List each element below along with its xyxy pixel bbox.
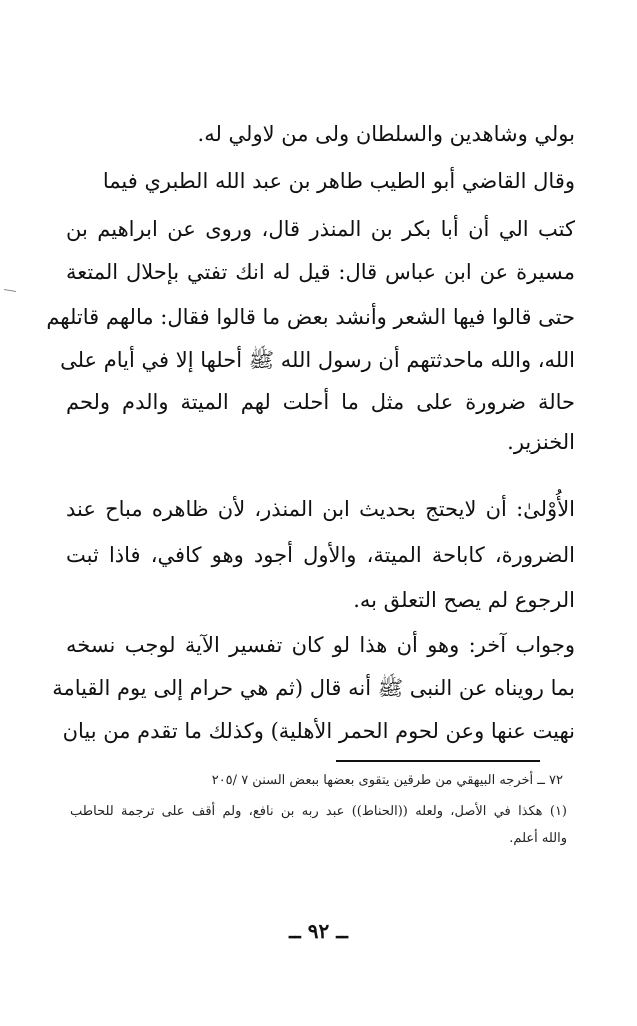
text-line-4: مسيرة عن ابن عباس قال: قيل له انك تفتي بإحلال المتعة [66, 260, 575, 284]
footnote-1: (١) هكذا في الأصل، ولعله ((الحناط)) عبد ربه بن نافع، ولم أقف على ترجمة للحاطب [70, 804, 567, 819]
text-line-11: الرجوع لم يصح التعلق به. [353, 588, 575, 612]
text-line-6: الله، والله ماحدثتهم أن رسول الله ﷺ أحلها إلا في أيام على [60, 348, 575, 372]
text-line-7: حالة ضرورة على مثل ما أحلت لهم الميتة والدم ولحم [66, 390, 575, 414]
text-line-12: وجواب آخر: وهو أن هذا لو كان تفسير الآية لوجب نسخه [66, 633, 575, 657]
footnote-separator [336, 760, 540, 762]
text-line-9: الأُوْلىٰ: أن لايحتج بحديث ابن المنذر، لأن ظاهره مباح عند [66, 497, 575, 521]
text-line-10: الضرورة، كاباحة الميتة، والأول أجود وهو كافي، فاذا ثبت [66, 543, 575, 567]
text-line-1: بولي وشاهدين والسلطان ولى من لاولي له. [197, 122, 575, 146]
text-line-8: الخنزير. [507, 430, 575, 454]
text-line-14: نهيت عنها وعن لحوم الحمر الأهلية) وكذلك ما تقدم من بيان [62, 719, 575, 743]
page-number: ــ ٩٢ ــ [289, 919, 348, 943]
text-line-3: كتب الي أن أبا بكر بن المنذر قال، وروى عن ابراهيم بن [66, 217, 575, 241]
footnote-72: ٧٢ ــ أخرجه البيهقي من طرقين يتقوى بعضها ببعض السنن ٧ /٢٠٥ [211, 773, 563, 788]
footnote-1-continued: والله أعلم. [509, 831, 567, 846]
text-line-2: وقال القاضي أبو الطيب طاهر بن عبد الله الطبري فيما [102, 169, 575, 193]
text-line-13: بما رويناه عن النبى ﷺ أنه قال (ثم هي حرام إلى يوم القيامة [52, 676, 575, 700]
text-line-5: حتى قالوا فيها الشعر وأنشد بعض ما قالوا فقال: مالهم قاتلهم [46, 305, 575, 329]
margin-mark [4, 289, 16, 292]
